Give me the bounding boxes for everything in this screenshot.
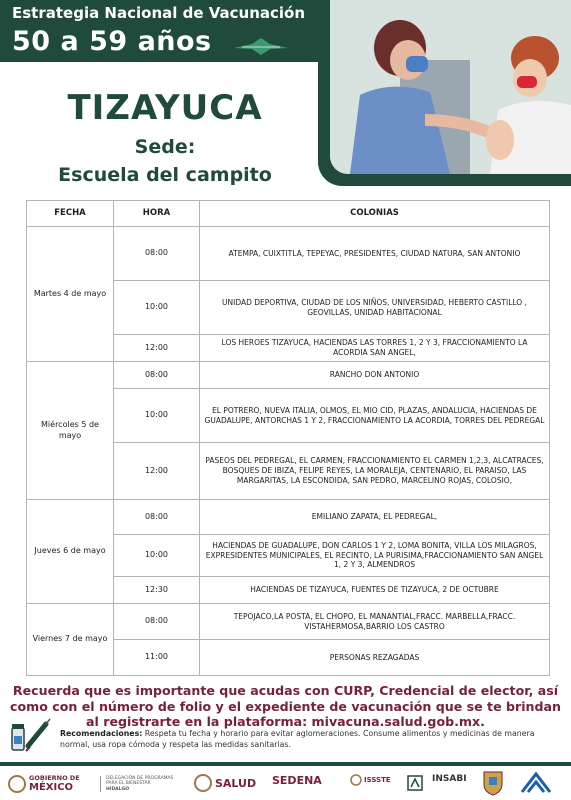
gobierno-line1: GOBIERNO DE bbox=[29, 774, 80, 782]
hora-cell: 08:00 bbox=[114, 604, 200, 640]
colonias-cell: RANCHO DON ANTONIO bbox=[200, 362, 550, 389]
hora-cell: 10:00 bbox=[114, 535, 200, 577]
photo-frame bbox=[318, 0, 571, 186]
hora-cell: 10:00 bbox=[114, 281, 200, 335]
vaccine-syringe-icon bbox=[10, 716, 52, 754]
table-row bbox=[27, 227, 550, 281]
hora-cell: 08:00 bbox=[114, 362, 200, 389]
gobierno-line2: MÉXICO bbox=[29, 782, 74, 793]
gobierno-seal-icon bbox=[8, 775, 26, 793]
hora-cell: 08:00 bbox=[114, 500, 200, 535]
sede-label: Sede: bbox=[134, 136, 196, 158]
bienestar-logo-icon bbox=[516, 770, 556, 796]
vaccination-scene bbox=[330, 0, 571, 174]
eagle-emblem-icon bbox=[232, 36, 290, 56]
banner-age-range: 50 a 59 años bbox=[12, 26, 212, 57]
salud-seal-icon bbox=[194, 774, 212, 792]
hora-cell: 11:00 bbox=[114, 640, 200, 676]
recommendations-text: Respeta tu fecha y horario para evitar aglomeraciones. Consume alimentos y medicinas de manera normal, usa ropa cómoda y respeta las medidas sanitarias. bbox=[60, 729, 535, 749]
recommendations bbox=[60, 729, 565, 750]
fecha-cell: Martes 4 de mayo bbox=[27, 227, 114, 362]
delegacion-line2: PARA EL BIENESTAR bbox=[106, 781, 151, 787]
fecha-cell: Viernes 7 de mayo bbox=[27, 604, 114, 676]
vaccination-photo bbox=[330, 0, 571, 174]
hora-cell: 12:00 bbox=[114, 335, 200, 362]
colonias-cell: EL POTRERO, NUEVA ITALIA, OLMOS, EL MIO CID, PLAZAS, ANDALUCIA, HACIENDAS DE GUADALUPE, ANTORCHAS 1 Y 2, FRACCIONAMIENTO LA ACORDIA, TORRES DEL PEDREGAL bbox=[200, 389, 550, 443]
requirements-notice: Recuerda que es importante que acudas con CURP, Credencial de elector, así como con el número de folio y el expediente de vacunación que se te brindan al registrarte en la plataforma: mivacuna.salud.gob.mx. bbox=[9, 683, 561, 730]
city-title: TIZAYUCA bbox=[67, 88, 263, 128]
column-header-hora: HORA bbox=[114, 201, 200, 227]
delegacion-line1: DELEGACIÓN DE PROGRAMAS bbox=[106, 776, 174, 781]
header bbox=[0, 0, 571, 200]
schedule-table bbox=[26, 200, 550, 676]
imss-logo-icon bbox=[406, 774, 424, 792]
colonias-cell: EMILIANO ZAPATA, EL PEDREGAL, bbox=[200, 500, 550, 535]
issste-logo bbox=[350, 774, 391, 786]
fecha-cell: Jueves 6 de mayo bbox=[27, 500, 114, 604]
table-header-row bbox=[27, 201, 550, 227]
issste-text: ISSSTE bbox=[364, 776, 391, 784]
hora-cell: 10:00 bbox=[114, 389, 200, 443]
hidalgo-shield-icon bbox=[482, 770, 504, 796]
table-row bbox=[27, 604, 550, 640]
delegacion-line3: HIDALGO bbox=[106, 786, 130, 792]
colonias-cell: ATEMPA, CUIXTITLA, TEPEYAC, PRESIDENTES, CIUDAD NATURA, SAN ANTONIO bbox=[200, 227, 550, 281]
sedena-text: SEDENA bbox=[272, 774, 322, 787]
recommendations-label: Recomendaciones: bbox=[60, 729, 143, 738]
sedena-logo bbox=[272, 774, 322, 787]
salud-logo bbox=[194, 774, 256, 792]
hora-cell: 12:30 bbox=[114, 577, 200, 604]
colonias-cell: LOS HEROES TIZAYUCA, HACIENDAS LAS TORRES 1, 2 Y 3, FRACCIONAMIENTO LA ACORDIA SAN ANGEL, bbox=[200, 335, 550, 362]
issste-logo-icon bbox=[350, 774, 362, 786]
column-header-fecha: FECHA bbox=[27, 201, 114, 227]
colonias-cell: PASEOS DEL PEDREGAL, EL CARMEN, FRACCIONAMIENTO EL CARMEN 1,2,3, ALCATRACES, BOSQUES DE IBIZA, FELIPE REYES, LA MORALEJA, CENTENARIO, EL PARAISO, LAS MARGARITAS, LA ESCONDIDA, SAN PEDRO, MARCELINO ROJAS, COLOSIO, bbox=[200, 443, 550, 500]
colonias-cell: PERSONAS REZAGADAS bbox=[200, 640, 550, 676]
colonias-cell: TEPOJACO,LA POSTA, EL CHOPO, EL MANANTIAL,FRACC. MARBELLA,FRACC. VISTAHERMOSA,BARRIO LOS CASTRO bbox=[200, 604, 550, 640]
insabi-text: INSABI bbox=[432, 774, 467, 784]
footer-logos bbox=[0, 762, 571, 800]
gobierno-logo bbox=[8, 774, 80, 793]
fecha-cell: Miércoles 5 de mayo bbox=[27, 362, 114, 500]
banner-title: Estrategia Nacional de Vacunación bbox=[12, 4, 306, 22]
salud-text: SALUD bbox=[215, 776, 257, 790]
sede-name: Escuela del campito bbox=[58, 164, 272, 186]
table-row bbox=[27, 500, 550, 535]
colonias-cell: HACIENDAS DE TIZAYUCA, FUENTES DE TIZAYUCA, 2 DE OCTUBRE bbox=[200, 577, 550, 604]
hora-cell: 08:00 bbox=[114, 227, 200, 281]
colonias-cell: UNIDAD DEPORTIVA, CIUDAD DE LOS NIÑOS, UNIVERSIDAD, HEBERTO CASTILLO , GEOVILLAS, UNIDAD HABITACIONAL bbox=[200, 281, 550, 335]
campaign-banner bbox=[0, 0, 345, 62]
column-header-colonias: COLONIAS bbox=[200, 201, 550, 227]
table-row bbox=[27, 362, 550, 389]
hora-cell: 12:00 bbox=[114, 443, 200, 500]
insabi-logo bbox=[432, 774, 467, 784]
delegacion-logo bbox=[100, 776, 173, 792]
colonias-cell: HACIENDAS DE GUADALUPE, DON CARLOS 1 Y 2, LOMA BONITA, VILLA LOS MILAGROS, EXPRESIDENTES MUNICIPALES, EL RECINTO, LA PURISIMA,FRACCIONAMIENTO SAN ANGEL 1, 2 Y 3, ALMENDROS bbox=[200, 535, 550, 577]
